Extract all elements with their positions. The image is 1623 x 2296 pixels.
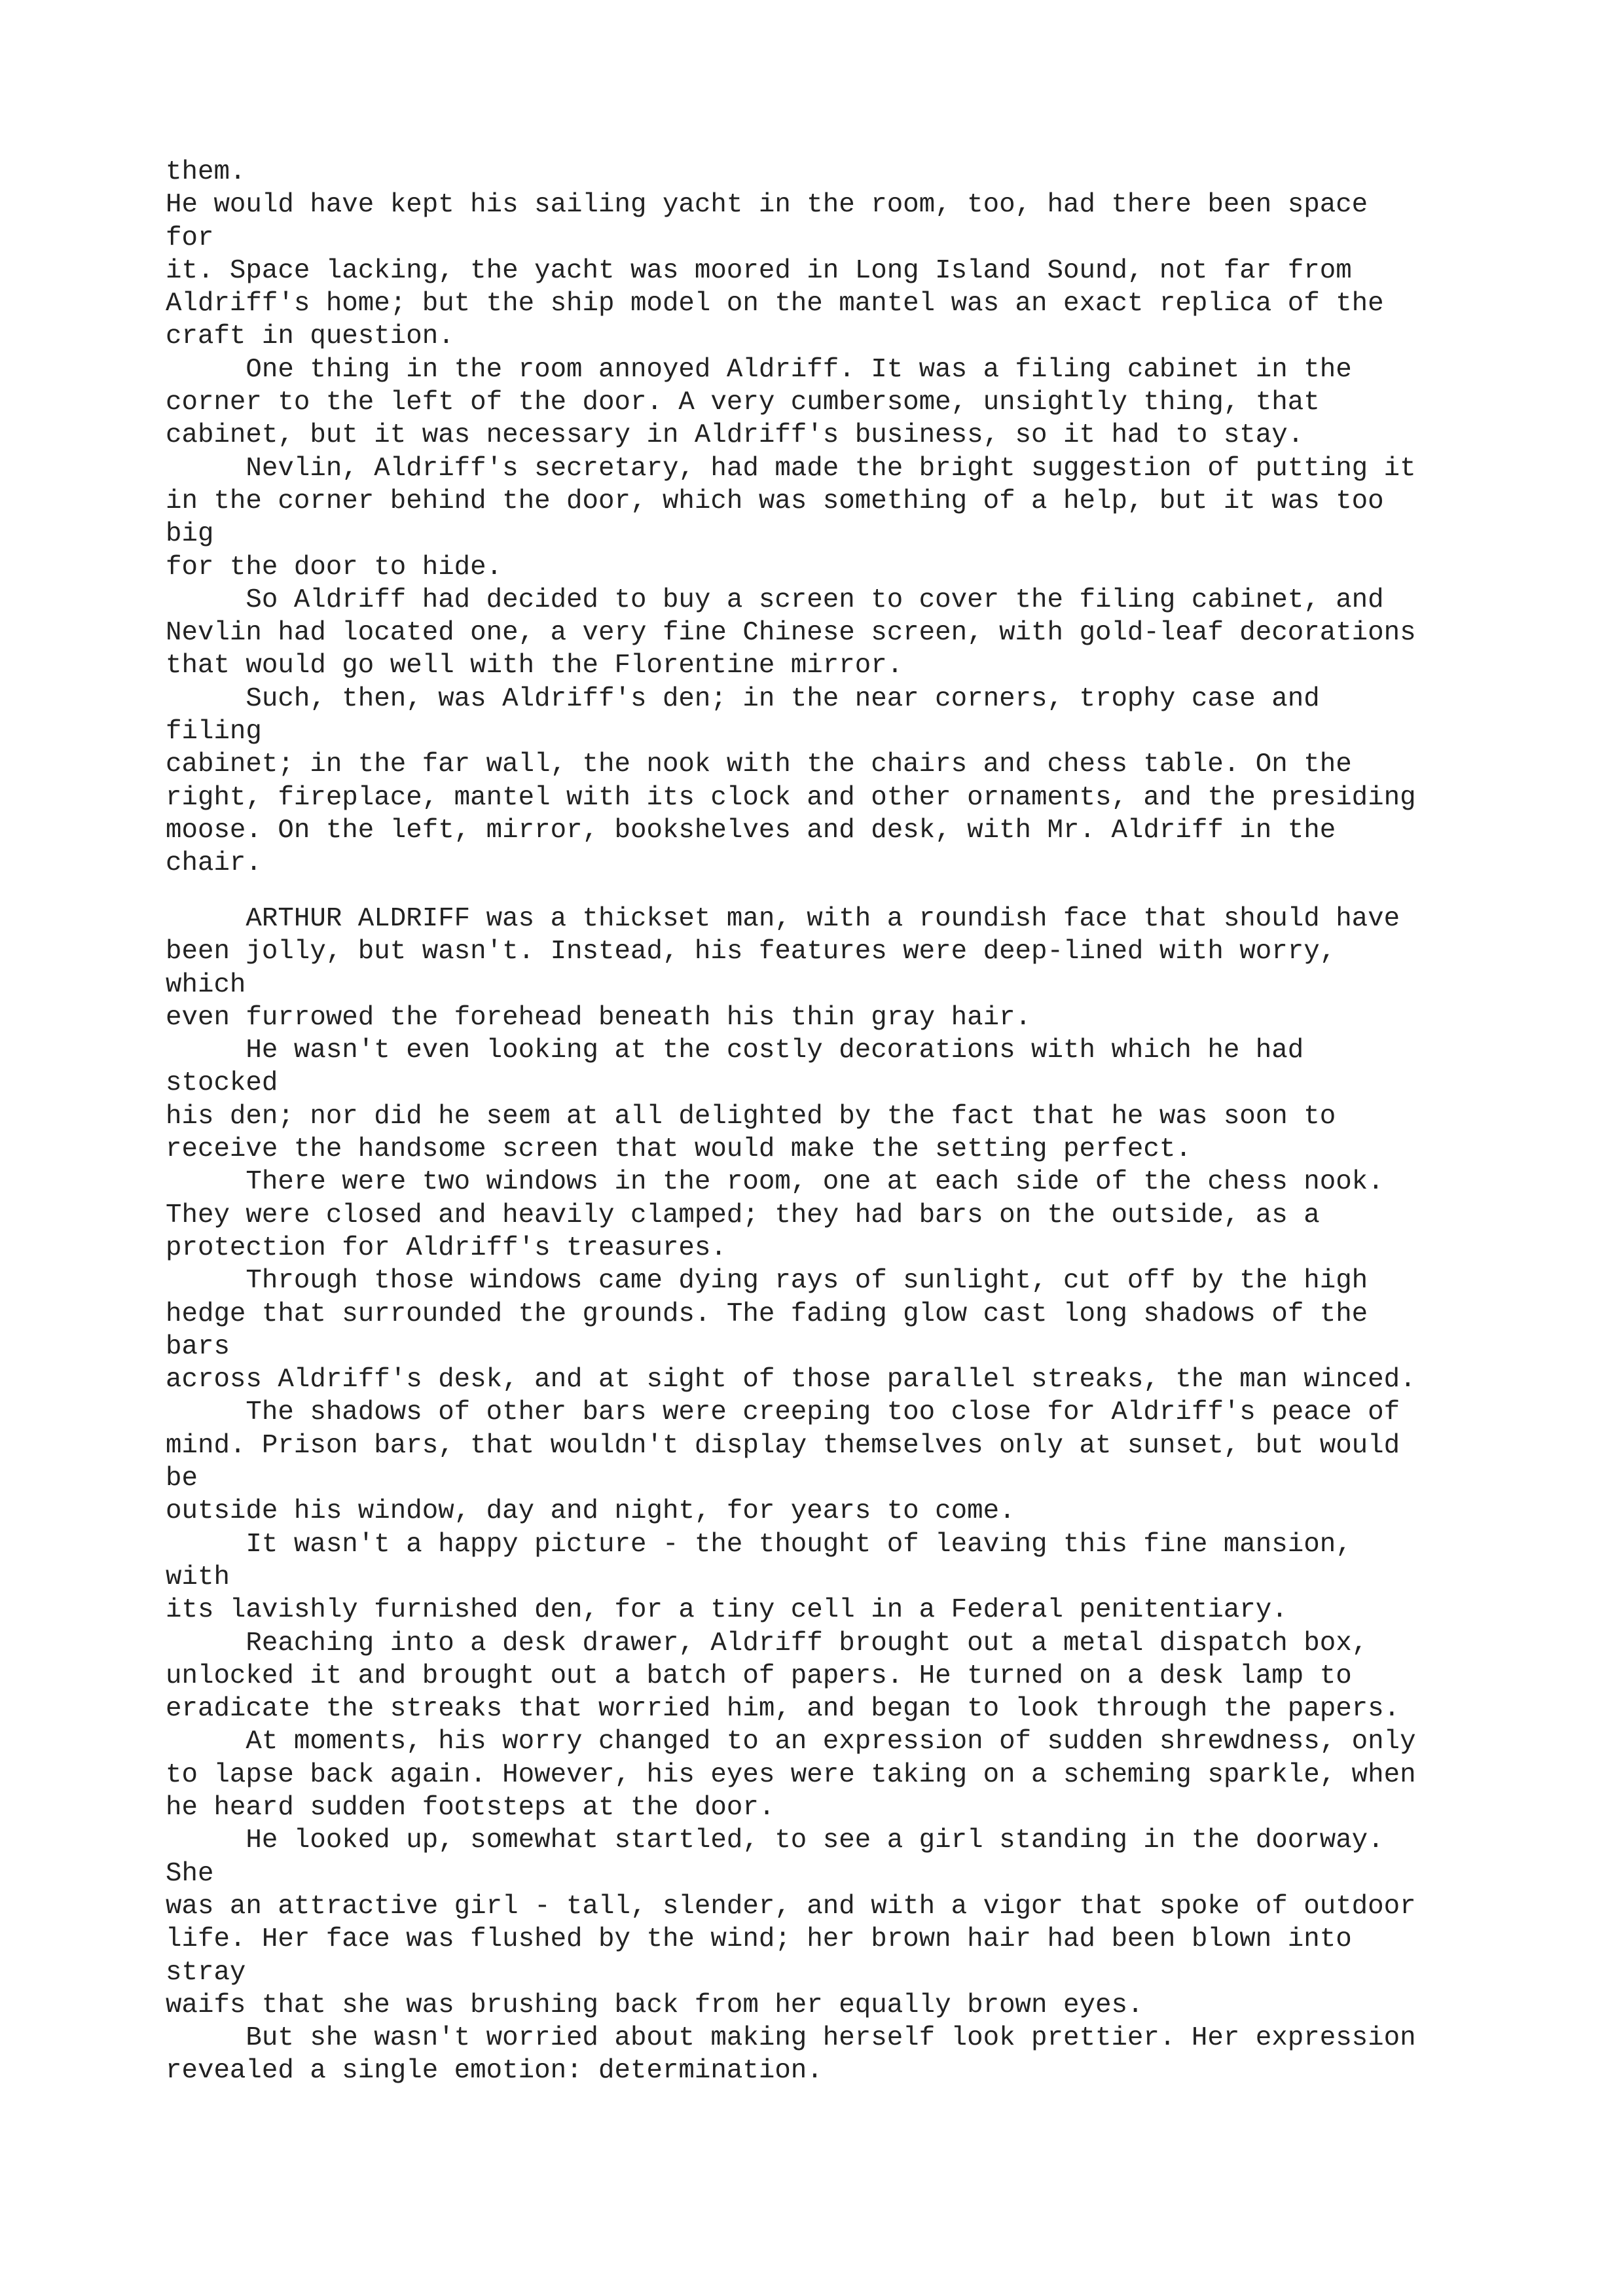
text-line: be <box>166 1463 198 1494</box>
text-line: He would have kept his sailing yacht in the room, too, had there been space <box>166 190 1368 221</box>
text-line: The shadows of other bars were creeping too close for Aldriff's peace of <box>166 1397 1400 1428</box>
text-line: he heard sudden footsteps at the door. <box>166 1793 775 1823</box>
text-line: its lavishly furnished den, for a tiny cell in a Federal penitentiary. <box>166 1595 1288 1626</box>
text-block-2 <box>166 903 1416 2088</box>
text-line: One thing in the room annoyed Aldriff. It was a filing cabinet in the <box>166 354 1352 385</box>
text-line: was an attractive girl - tall, slender, and with a vigor that spoke of outdoor <box>166 1891 1416 1922</box>
text-line: Reaching into a desk drawer, Aldriff brought out a metal dispatch box, <box>166 1628 1368 1659</box>
text-line: stray <box>166 1957 246 1988</box>
text-line: outside his window, day and night, for years to come. <box>166 1496 1015 1527</box>
text-line: for the door to hide. <box>166 552 503 583</box>
text-line: protection for Aldriff's treasures. <box>166 1232 727 1263</box>
text-line: filing <box>166 717 262 747</box>
text-line: But she wasn't worried about making herself look prettier. Her expression <box>166 2023 1416 2054</box>
text-line: them. <box>166 157 246 187</box>
text-line: across Aldriff's desk, and at sight of those parallel streaks, the man winced. <box>166 1365 1416 1395</box>
text-line: Through those windows came dying rays of sunlight, cut off by the high <box>166 1266 1368 1297</box>
text-line: waifs that she was brushing back from her equally brown eyes. <box>166 1990 1144 2020</box>
text-line: moose. On the left, mirror, bookshelves and desk, with Mr. Aldriff in the <box>166 815 1336 846</box>
text-line: eradicate the streaks that worried him, and began to look through the papers. <box>166 1694 1400 1725</box>
text-line: At moments, his worry changed to an expression of sudden shrewdness, only <box>166 1727 1416 1757</box>
text-line: with <box>166 1562 230 1592</box>
text-line: He wasn't even looking at the costly decorations with which he had <box>166 1035 1304 1066</box>
text-line: life. Her face was flushed by the wind; her brown hair had been blown into <box>166 1924 1352 1955</box>
text-line: cabinet, but it was necessary in Aldriff's business, so it had to stay. <box>166 420 1304 451</box>
text-line: So Aldriff had decided to buy a screen to cover the filing cabinet, and <box>166 584 1384 615</box>
text-line: bars <box>166 1331 230 1362</box>
text-line: that would go well with the Florentine mirror. <box>166 651 903 681</box>
text-line: right, fireplace, mantel with its clock and other ornaments, and the presiding <box>166 782 1416 813</box>
text-line: She <box>166 1858 214 1889</box>
text-line: cabinet; in the far wall, the nook with the chairs and chess table. On the <box>166 749 1352 780</box>
text-line: hedge that surrounded the grounds. The fading glow cast long shadows of the <box>166 1299 1368 1329</box>
text-line: to lapse back again. However, his eyes were taking on a scheming sparkle, when <box>166 1759 1416 1790</box>
text-line: even furrowed the forehead beneath his thin gray hair. <box>166 1002 1032 1033</box>
text-line: in the corner behind the door, which was something of a help, but it was too <box>166 486 1384 516</box>
text-line: ARTHUR ALDRIFF was a thickset man, with a roundish face that should have <box>166 904 1400 934</box>
text-line: There were two windows in the room, one at each side of the chess nook. <box>166 1167 1384 1198</box>
text-line: it. Space lacking, the yacht was moored in Long Island Sound, not far from <box>166 255 1352 286</box>
text-line: Nevlin had located one, a very fine Chinese screen, with gold-leaf decorations <box>166 618 1416 649</box>
text-line: revealed a single emotion: determination. <box>166 2056 823 2087</box>
text-block-1 <box>166 156 1416 880</box>
text-line: Aldriff's home; but the ship model on the mantel was an exact replica of the <box>166 289 1384 319</box>
text-line: which <box>166 969 246 1000</box>
text-line: been jolly, but wasn't. Instead, his features were deep-lined with worry, <box>166 937 1336 967</box>
text-line: for <box>166 223 214 253</box>
text-line: his den; nor did he seem at all delighted by the fact that he was soon to <box>166 1101 1336 1132</box>
text-line: stocked <box>166 1068 278 1099</box>
text-line: receive the handsome screen that would make the setting perfect. <box>166 1134 1192 1165</box>
text-line: craft in question. <box>166 321 454 352</box>
text-line: They were closed and heavily clamped; they had bars on the outside, as a <box>166 1200 1320 1230</box>
text-line: big <box>166 519 214 550</box>
text-line: chair. <box>166 848 262 879</box>
text-line: It wasn't a happy picture - the thought of leaving this fine mansion, <box>166 1529 1352 1560</box>
text-line: corner to the left of the door. A very cumbersome, unsightly thing, that <box>166 387 1320 418</box>
text-line: unlocked it and brought out a batch of papers. He turned on a desk lamp to <box>166 1660 1352 1691</box>
text-line: He looked up, somewhat startled, to see a girl standing in the doorway. <box>166 1825 1384 1856</box>
text-line: mind. Prison bars, that wouldn't display themselves only at sunset, but would <box>166 1430 1400 1461</box>
text-line: Nevlin, Aldriff's secretary, had made the bright suggestion of putting it <box>166 453 1416 484</box>
text-line: Such, then, was Aldriff's den; in the near corners, trophy case and <box>166 683 1320 714</box>
